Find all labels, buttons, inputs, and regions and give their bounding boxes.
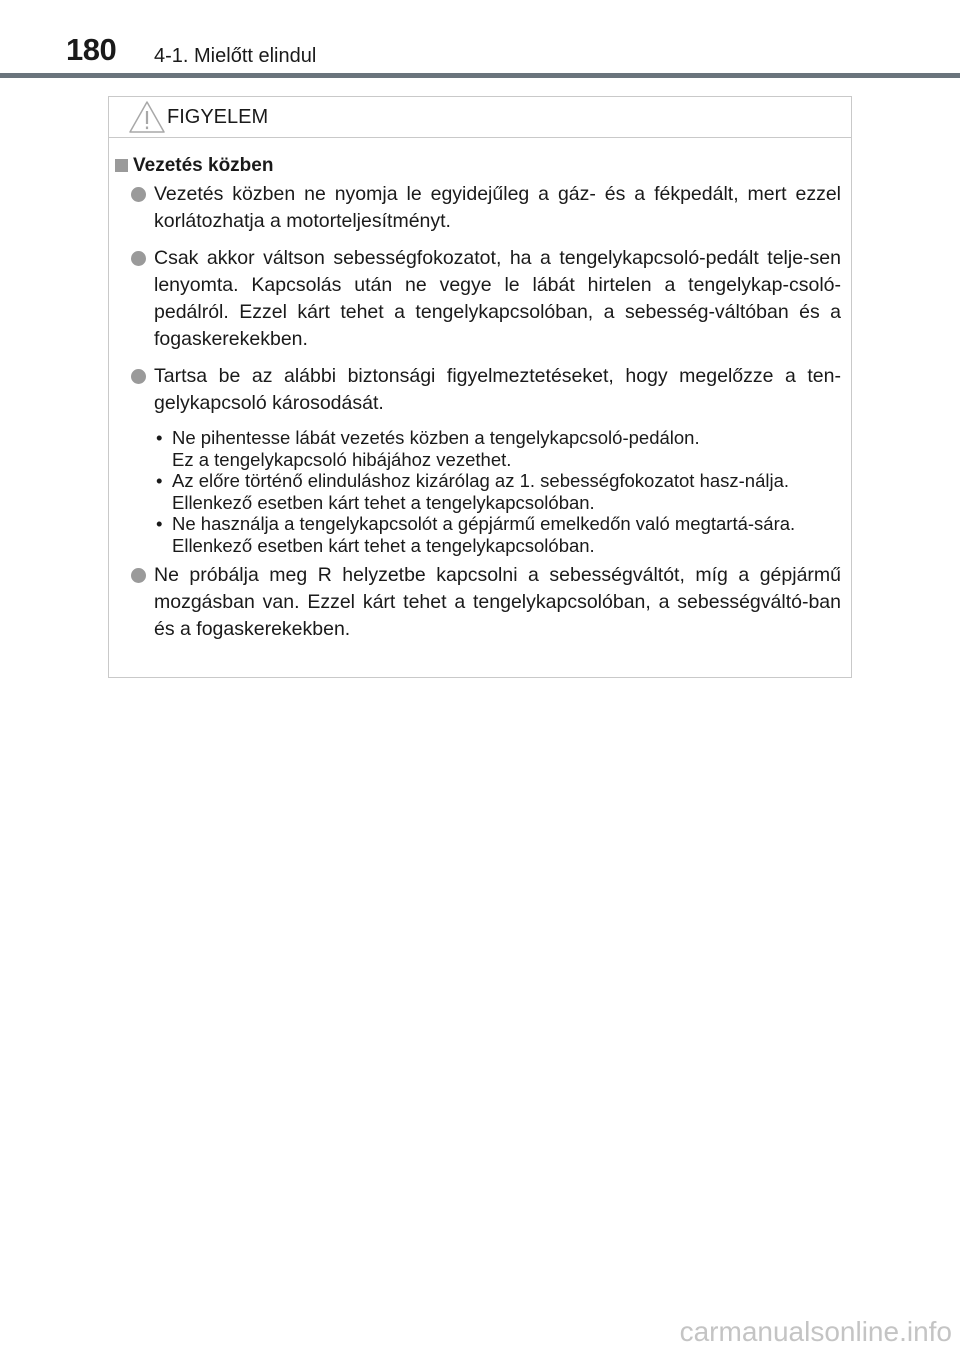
sub-bullet-note: Ellenkező esetben kárt tehet a tengelykapcsolóban. xyxy=(172,534,595,556)
list-item xyxy=(109,562,851,643)
list-item xyxy=(109,245,851,353)
sub-bullet-item xyxy=(154,513,829,556)
sub-bullet-item xyxy=(154,427,829,470)
list-item-text: Tartsa be az alábbi biztonsági figyelmeztetéseket, hogy megelőzze a ten-gelykapcsoló károsodását. xyxy=(154,365,841,414)
sub-bullet-list xyxy=(154,427,851,556)
sub-bullet-note: Ellenkező esetben kárt tehet a tengelykapcsolóban. xyxy=(172,491,595,513)
dot-bullet-icon: • xyxy=(156,513,163,534)
dot-bullet-icon: • xyxy=(156,470,163,491)
sub-bullet-item xyxy=(154,470,829,513)
warning-box xyxy=(108,96,852,678)
subheading-text: Vezetés közben xyxy=(133,155,274,176)
dot-bullet-icon: • xyxy=(156,427,163,448)
page-number: 180 xyxy=(66,32,117,67)
circle-bullet-icon xyxy=(131,251,146,266)
page-header xyxy=(0,0,960,80)
watermark: carmanualsonline.info xyxy=(679,1316,952,1347)
sub-bullet-text: Ne pihentesse lábát vezetés közben a tengelykapcsoló-pedálon. xyxy=(172,427,700,448)
warning-body xyxy=(109,153,851,643)
list-item xyxy=(109,363,851,417)
sub-bullet-text: Ne használja a tengelykapcsolót a gépjármű emelkedőn való megtartá-sára. xyxy=(172,513,796,534)
sub-bullet-note: Ez a tengelykapcsoló hibájához vezethet. xyxy=(172,448,512,470)
list-item xyxy=(109,181,851,235)
circle-bullet-icon xyxy=(131,369,146,384)
list-item-text: Csak akkor váltson sebességfokozatot, ha a tengelykapcsoló-pedált telje-sen lenyomta. Kapcsolás után ne vegye le lábát hirtelen a tengelykap-csoló-pedálról. Ezzel kárt tehet a tengelykapcsolóban, a sebesség-váltóban és a fogaskerekekben. xyxy=(154,247,841,350)
circle-bullet-icon xyxy=(131,187,146,202)
sub-bullet-text: Az előre történő elinduláshoz kizárólag az 1. sebességfokozatot hasz-nálja. xyxy=(172,470,790,491)
list-item-text: Vezetés közben ne nyomja le egyidejűleg a gáz- és a fékpedált, mert ezzel korlátozhatja a motorteljesítményt. xyxy=(154,183,841,232)
warning-title: FIGYELEM xyxy=(167,106,269,128)
warning-header xyxy=(109,97,851,138)
square-bullet-icon xyxy=(115,159,128,172)
warning-triangle-icon xyxy=(127,99,167,135)
header-rule xyxy=(0,73,960,78)
list-item-text: Ne próbálja meg R helyzetbe kapcsolni a sebességváltót, míg a gépjármű mozgásban van. Ezzel kárt tehet a tengelykapcsolóban, a sebességváltó-ban és a fogaskerekekben. xyxy=(154,564,841,640)
section-title: 4-1. Mielőtt elindul xyxy=(154,45,317,67)
circle-bullet-icon xyxy=(131,568,146,583)
subheading xyxy=(109,153,851,179)
